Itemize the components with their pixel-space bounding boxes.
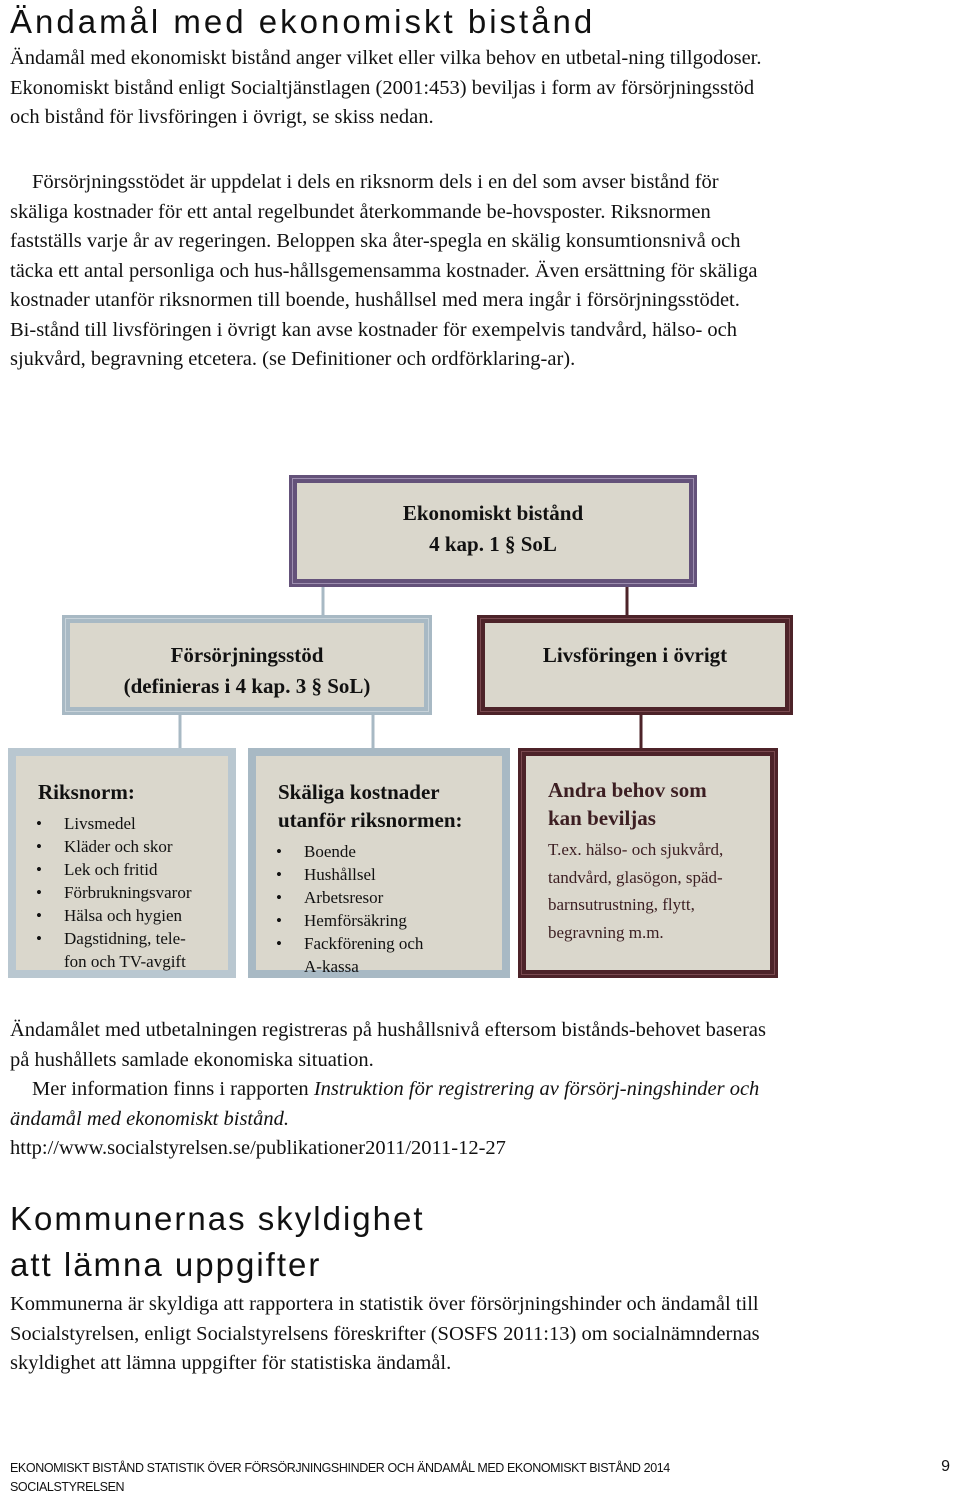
list-item: • Hemförsäkring [256, 909, 502, 932]
list-item: • Arbetsresor [256, 886, 502, 909]
skaliga-list [256, 840, 502, 978]
box-title: Försörjningsstöd [170, 643, 324, 667]
list-item: • Dagstidning, tele-fon och TV-avgift [16, 927, 228, 973]
report-title: Instruktion för registrering av försörj-ningshinder och ändamål med ekonomiskt bistånd. [10, 1078, 760, 1130]
body-paragraph: Ändamålet med utbetalningen registreras på hushållsnivå eftersom bistånds-behovet baseras på hushållets samlade ekonomiska situation. [10, 1019, 766, 1071]
footer-publisher: SOCIALSTYRELSEN [10, 1480, 125, 1494]
diagram-box-ekonomiskt-bistand [289, 475, 697, 587]
diagram-box-forsorjningsstod [62, 615, 432, 715]
section-heading: Ändamål med ekonomiskt bistånd [10, 3, 596, 40]
box-subtitle: 4 kap. 1 § SoL [429, 532, 557, 556]
diagram-box-livsforingen [477, 615, 793, 715]
diagram-box-riksnorm [8, 748, 236, 978]
diagram-box-skaliga-kostnader [248, 748, 510, 978]
info-paragraph-text [10, 1075, 770, 1134]
box-subtitle: (definieras i 4 kap. 3 § SoL) [123, 674, 371, 698]
list-item: • Hälsa och hygien [16, 904, 228, 927]
list-item: • Boende [256, 840, 502, 863]
section-heading [10, 1196, 425, 1288]
box-title: Ekonomiskt bistånd [402, 501, 584, 525]
box-description: T.ex. hälso- och sjukvård, tandvård, glasögon, späd-barnsutrustning, flytt, begravning m.m. [548, 840, 724, 942]
intro-paragraph: Ändamål med ekonomiskt bistånd anger vilket eller vilka behov en utbetal-ning tillgodoser. Ekonomiskt bistånd enligt Socialtjänstlagen (2001:453) beviljas i form av försörjningsstöd och bistånd för livsföringen i övrigt, se skiss nedan. [10, 47, 762, 128]
info-text: Mer information finns i rapporten [32, 1078, 314, 1100]
footer-title: EKONOMISKT BISTÅND STATISTIK ÖVER FÖRSÖRJNINGSHINDER OCH ÄNDAMÅL MED EKONOMISKT BISTÅND 2014 [10, 1461, 670, 1475]
page-number: 9 [941, 1458, 950, 1475]
info-paragraph [10, 1075, 770, 1164]
list-item: • Hushållsel [256, 863, 502, 886]
heading-line: Kommunernas skyldighet [10, 1200, 425, 1237]
box-title: Skäliga kostnader utanför riksnormen: [278, 780, 463, 832]
list-item: • Kläder och skor [16, 835, 228, 858]
body-paragraph: Kommunerna är skyldiga att rapportera in statistik över försörjningshinder och ändamål till Socialstyrelsen, enligt Socialstyrelsens föreskrifter (SOSFS 2011:13) om socialnämndernas skyldighet att lämna uppgifter för statistiska ändamål. [10, 1293, 760, 1374]
box-title: Andra behov som kan beviljas [548, 778, 707, 830]
body-paragraph-text: Försörjningsstödet är uppdelat i dels en riksnorm dels i en del som avser bistånd för skäliga kostnader för ett antal regelbundet återkommande be-hovsposter. Riksnormen fastställs varje år av regeringen. Beloppen ska åter-spegla en skälig konsumtionsnivå och täcka ett antal personliga och hus-hållsgemensamma kostnader. Även ersättning för skäliga kostnader utanför riksnormen till boende, hushållsel med mera ingår i försörjningsstödet. Bi-stånd till livsföringen i övrigt kan avse kostnader för exempelvis tandvård, hälso- och sjukvård, begravning etcetera. (se Definitioner och ordförklaring-ar). [10, 171, 758, 370]
list-item: • Livsmedel [16, 812, 228, 835]
list-item: • Fackförening och A-kassa [256, 932, 502, 978]
list-item: • Förbrukningsvaror [16, 881, 228, 904]
body-paragraph [10, 168, 770, 375]
box-title: Livsföringen i övrigt [542, 643, 728, 667]
report-url: http://www.socialstyrelsen.se/publikationer2011/2011-12-27 [10, 1137, 506, 1159]
box-title: Riksnorm: [38, 780, 135, 804]
riksnorm-list [16, 812, 228, 973]
heading-line: att lämna uppgifter [10, 1246, 322, 1283]
list-item: • Lek och fritid [16, 858, 228, 881]
diagram-box-andra-behov [518, 748, 778, 978]
